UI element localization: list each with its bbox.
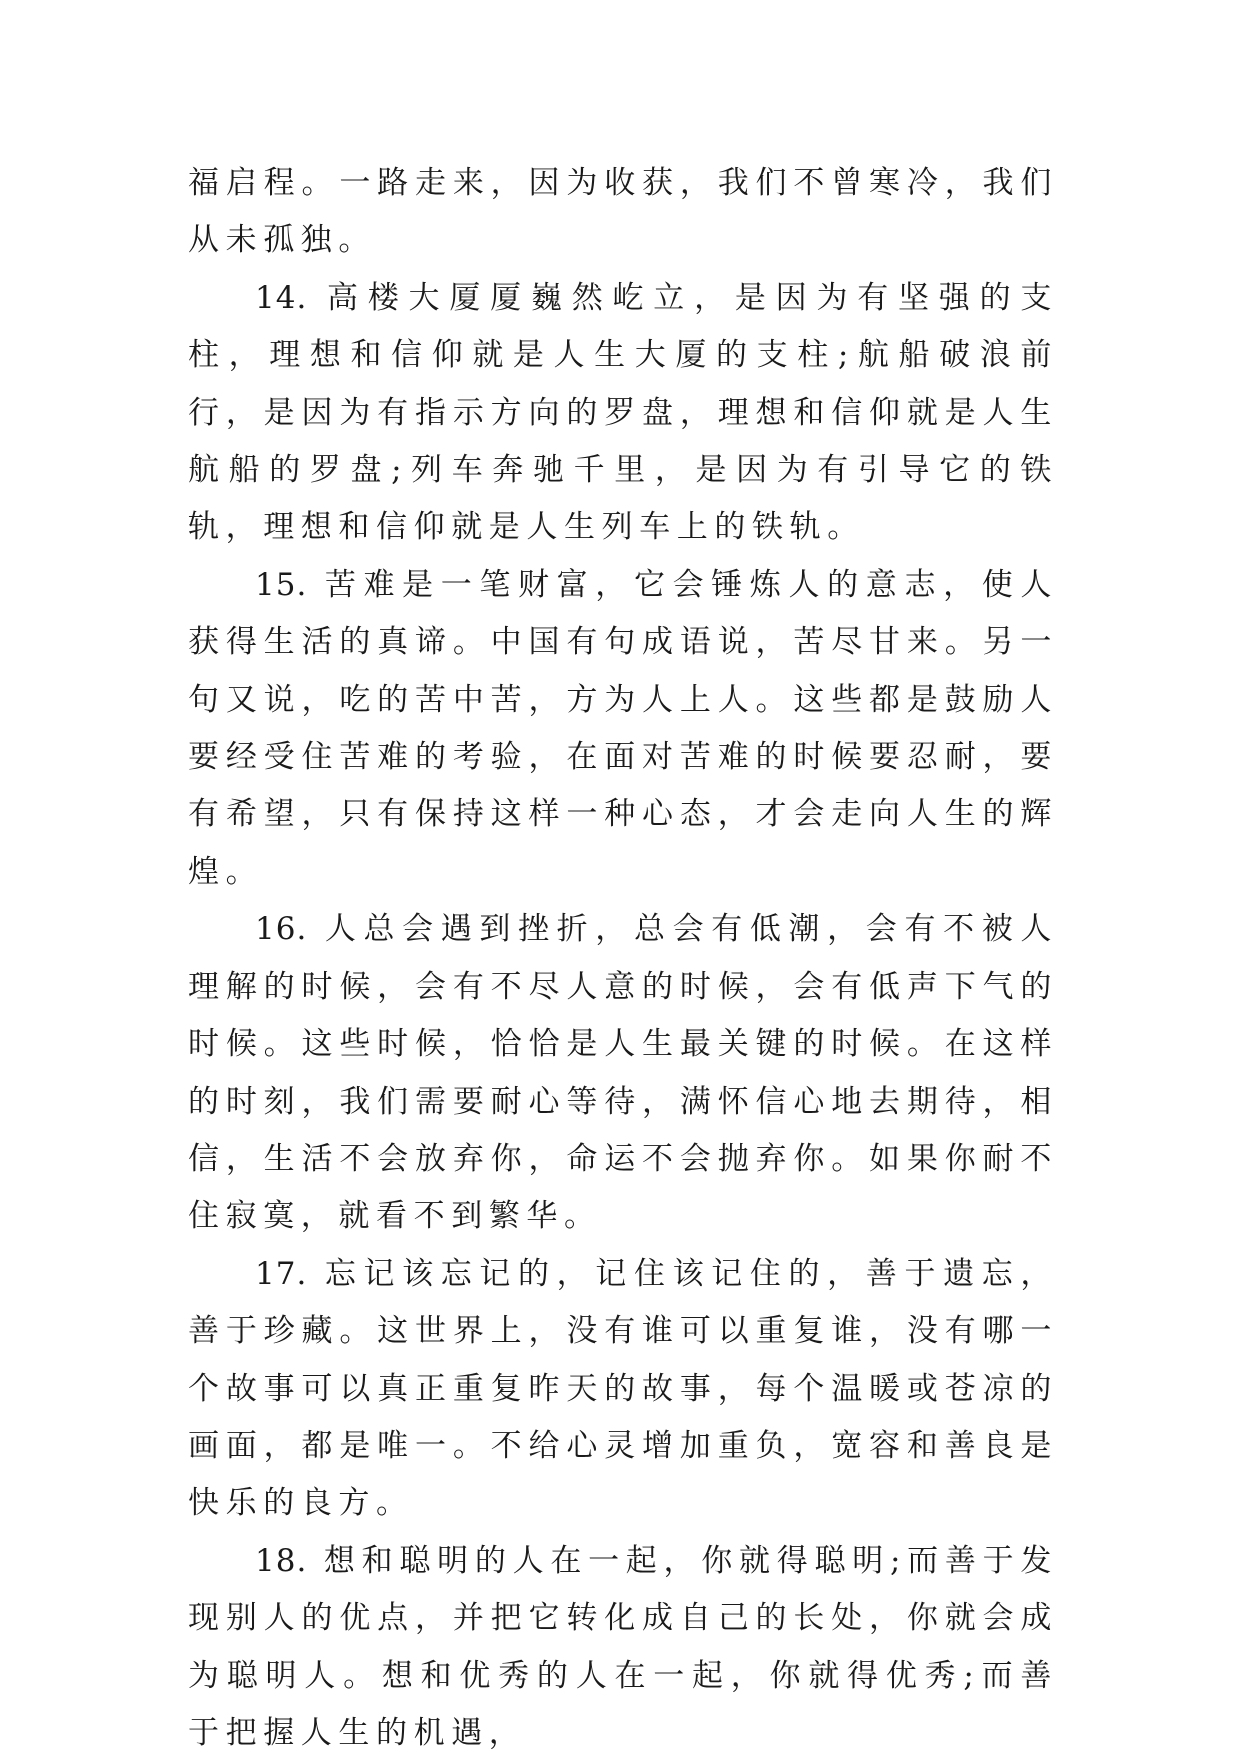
paragraph-text: 苦难是一笔财富，它会锤炼人的意志，使人获得生活的真谛。中国有句成语说，苦尽甘来。另一句又说，吃的苦中苦，方为人上人。这些都是鼓励人要经受住苦难的考验，在面对苦难的时候要忍耐，要有希望，只有保持这样一种心态，才会走向人生的辉煌。 [188,566,1058,890]
paragraph-number: 18. [255,1542,308,1579]
paragraph-14 [188,270,1058,557]
paragraph-text: 想和聪明的人在一起，你就得聪明;而善于发现别人的优点，并把它转化成自己的长处，你就会成为聪明人。想和优秀的人在一起，你就得优秀;而善于把握人生的机遇， [188,1542,1058,1751]
paragraph-15 [188,557,1058,901]
paragraph-text: 忘记该忘记的，记住该记住的，善于遗忘，善于珍藏。这世界上，没有谁可以重复谁，没有哪一个故事可以真正重复昨天的故事，每个温暖或苍凉的画面，都是唯一。不给心灵增加重负，宽容和善良是快乐的良方。 [188,1255,1058,1522]
paragraph-text: 高楼大厦厦巍然屹立，是因为有坚强的支柱，理想和信仰就是人生大厦的支柱;航船破浪前行，是因为有指示方向的罗盘，理想和信仰就是人生航船的罗盘;列车奔驰千里，是因为有引导它的铁轨，理想和信仰就是人生列车上的铁轨。 [188,279,1058,546]
paragraph-text: 福启程。一路走来，因为收获，我们不曾寒冷，我们从未孤独。 [188,165,1058,259]
paragraph-text: 人总会遇到挫折，总会有低潮，会有不被人理解的时候，会有不尽人意的时候，会有低声下气的时候。这些时候，恰恰是人生最关键的时候。在这样的时刻，我们需要耐心等待，满怀信心地去期待，相信，生活不会放弃你，命运不会抛弃你。如果你耐不住寂寞，就看不到繁华。 [188,911,1058,1235]
paragraph-number: 15. [255,566,308,603]
paragraph-number: 14. [255,279,308,316]
paragraph-number: 16. [255,911,308,948]
paragraph-16 [188,901,1058,1245]
paragraph-17 [188,1246,1058,1533]
paragraph-continuation [188,155,1058,270]
paragraph-18 [188,1533,1058,1762]
document-body [188,155,1058,1762]
paragraph-number: 17. [255,1255,308,1292]
